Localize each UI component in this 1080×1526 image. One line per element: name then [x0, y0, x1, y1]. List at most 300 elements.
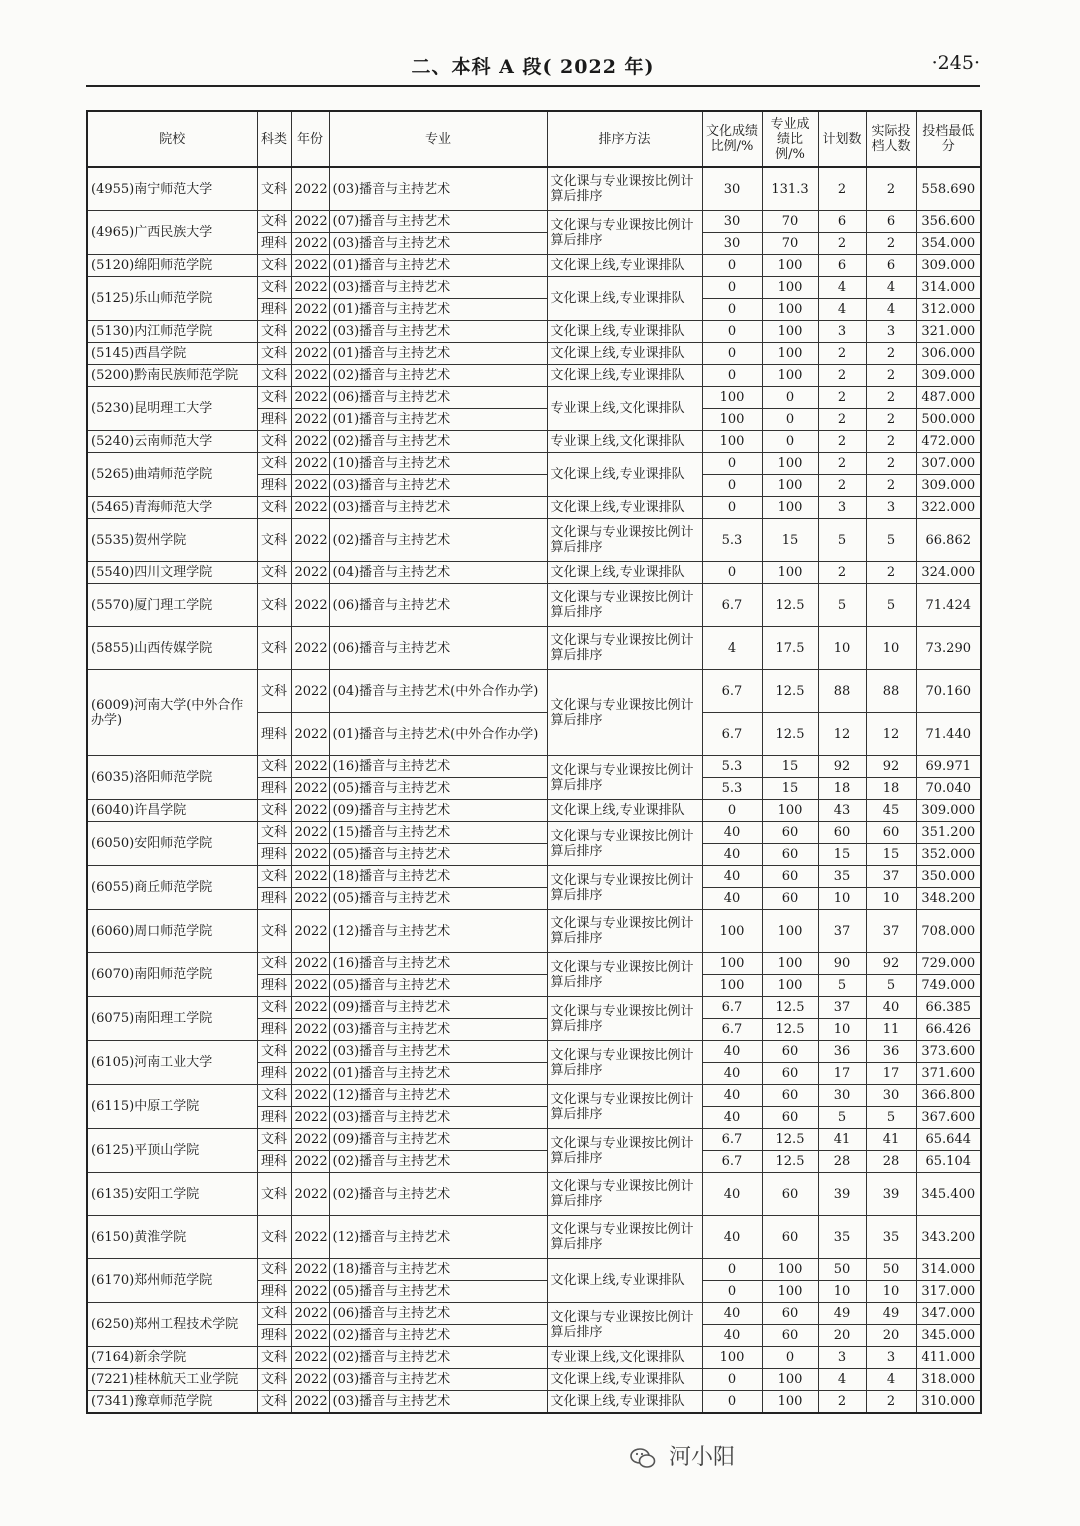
actual-cell: 2 — [866, 365, 916, 387]
actual-cell: 2 — [866, 409, 916, 431]
year-cell: 2022 — [291, 888, 329, 910]
plan-cell: 5 — [818, 1107, 866, 1129]
major-cell: (18)播音与主持艺术 — [329, 866, 547, 888]
year-cell: 2022 — [291, 910, 329, 953]
school-cell: (5535)贺州学院 — [87, 519, 257, 562]
actual-cell: 10 — [866, 627, 916, 670]
major-ratio-cell: 15 — [762, 519, 818, 562]
school-cell: (6125)平顶山学院 — [87, 1129, 257, 1173]
sort-method-cell: 文化课上线,专业课排队 — [547, 343, 702, 365]
major-ratio-cell: 60 — [762, 1325, 818, 1347]
year-cell: 2022 — [291, 343, 329, 365]
major-ratio-cell: 0 — [762, 387, 818, 409]
major-ratio-cell: 100 — [762, 1259, 818, 1281]
plan-cell: 10 — [818, 1281, 866, 1303]
category-cell: 文科 — [257, 822, 291, 844]
year-cell: 2022 — [291, 1151, 329, 1173]
category-cell: 理科 — [257, 409, 291, 431]
header-rule — [86, 85, 980, 87]
plan-cell: 5 — [818, 975, 866, 997]
major-ratio-cell: 60 — [762, 1216, 818, 1259]
major-cell: (12)播音与主持艺术 — [329, 1085, 547, 1107]
culture-ratio-cell: 0 — [702, 1281, 762, 1303]
table-row — [87, 1041, 981, 1063]
plan-cell: 50 — [818, 1259, 866, 1281]
plan-cell: 5 — [818, 584, 866, 627]
category-cell: 文科 — [257, 910, 291, 953]
culture-ratio-cell: 0 — [702, 277, 762, 299]
culture-ratio-cell: 40 — [702, 1325, 762, 1347]
school-cell: (6150)黄淮学院 — [87, 1216, 257, 1259]
category-cell: 理科 — [257, 299, 291, 321]
school-cell: (5265)曲靖师范学院 — [87, 453, 257, 497]
sort-method-cell: 文化课与专业课按比例计算后排序 — [547, 866, 702, 910]
plan-cell: 2 — [818, 562, 866, 584]
school-cell: (4965)广西民族大学 — [87, 211, 257, 255]
category-cell: 文科 — [257, 255, 291, 277]
plan-cell: 10 — [818, 888, 866, 910]
culture-ratio-cell: 40 — [702, 888, 762, 910]
wechat-watermark — [630, 1440, 735, 1471]
actual-cell: 11 — [866, 1019, 916, 1041]
table-row — [87, 866, 981, 888]
actual-cell: 37 — [866, 910, 916, 953]
table-row — [87, 627, 981, 670]
min-score-cell: 312.000 — [916, 299, 981, 321]
table-row — [87, 1347, 981, 1369]
major-cell: (12)播音与主持艺术 — [329, 1216, 547, 1259]
plan-cell: 2 — [818, 475, 866, 497]
culture-ratio-cell: 6.7 — [702, 1129, 762, 1151]
table-row — [87, 756, 981, 778]
sort-method-cell: 文化课与专业课按比例计算后排序 — [547, 1216, 702, 1259]
school-cell: (6055)商丘师范学院 — [87, 866, 257, 910]
actual-cell: 30 — [866, 1085, 916, 1107]
sort-method-cell: 文化课与专业课按比例计算后排序 — [547, 584, 702, 627]
plan-cell: 10 — [818, 1019, 866, 1041]
major-ratio-cell: 0 — [762, 409, 818, 431]
major-cell: (02)播音与主持艺术 — [329, 1151, 547, 1173]
table-row — [87, 1391, 981, 1414]
year-cell: 2022 — [291, 562, 329, 584]
plan-cell: 20 — [818, 1325, 866, 1347]
plan-cell: 28 — [818, 1151, 866, 1173]
min-score-cell: 356.600 — [916, 211, 981, 233]
year-cell: 2022 — [291, 778, 329, 800]
culture-ratio-cell: 100 — [702, 409, 762, 431]
actual-cell: 20 — [866, 1325, 916, 1347]
plan-cell: 2 — [818, 343, 866, 365]
actual-cell: 92 — [866, 756, 916, 778]
min-score-cell: 309.000 — [916, 475, 981, 497]
plan-cell: 2 — [818, 233, 866, 255]
school-cell: (4955)南宁师范大学 — [87, 167, 257, 211]
year-cell: 2022 — [291, 670, 329, 713]
actual-cell: 2 — [866, 233, 916, 255]
major-ratio-cell: 131.3 — [762, 167, 818, 211]
major-ratio-cell: 100 — [762, 277, 818, 299]
year-cell: 2022 — [291, 1303, 329, 1325]
major-ratio-cell: 12.5 — [762, 1129, 818, 1151]
min-score-cell: 66.426 — [916, 1019, 981, 1041]
culture-ratio-cell: 6.7 — [702, 713, 762, 756]
min-score-cell: 366.800 — [916, 1085, 981, 1107]
min-score-cell: 322.000 — [916, 497, 981, 519]
culture-ratio-cell: 4 — [702, 627, 762, 670]
plan-cell: 6 — [818, 255, 866, 277]
category-cell: 文科 — [257, 387, 291, 409]
major-cell: (02)播音与主持艺术 — [329, 1325, 547, 1347]
table-row — [87, 365, 981, 387]
major-cell: (03)播音与主持艺术 — [329, 233, 547, 255]
year-cell: 2022 — [291, 1347, 329, 1369]
actual-cell: 6 — [866, 255, 916, 277]
category-cell: 理科 — [257, 475, 291, 497]
culture-ratio-cell: 6.7 — [702, 1151, 762, 1173]
culture-ratio-cell: 0 — [702, 365, 762, 387]
sort-method-cell: 文化课与专业课按比例计算后排序 — [547, 822, 702, 866]
category-cell: 文科 — [257, 584, 291, 627]
table-row — [87, 519, 981, 562]
year-cell: 2022 — [291, 387, 329, 409]
min-score-cell: 345.000 — [916, 1325, 981, 1347]
page-number: ·245· — [931, 52, 980, 74]
year-cell: 2022 — [291, 519, 329, 562]
major-ratio-cell: 15 — [762, 778, 818, 800]
category-cell: 文科 — [257, 1391, 291, 1414]
category-cell: 文科 — [257, 167, 291, 211]
min-score-cell: 306.000 — [916, 343, 981, 365]
major-cell: (02)播音与主持艺术 — [329, 431, 547, 453]
category-cell: 文科 — [257, 519, 291, 562]
plan-cell: 3 — [818, 321, 866, 343]
major-ratio-cell: 100 — [762, 1281, 818, 1303]
category-cell: 文科 — [257, 1216, 291, 1259]
year-cell: 2022 — [291, 1107, 329, 1129]
min-score-cell: 317.000 — [916, 1281, 981, 1303]
table-row — [87, 255, 981, 277]
table-row — [87, 800, 981, 822]
min-score-cell: 373.600 — [916, 1041, 981, 1063]
category-cell: 理科 — [257, 1019, 291, 1041]
culture-ratio-cell: 5.3 — [702, 519, 762, 562]
min-score-cell: 347.000 — [916, 1303, 981, 1325]
major-cell: (16)播音与主持艺术 — [329, 756, 547, 778]
major-cell: (03)播音与主持艺术 — [329, 277, 547, 299]
min-score-cell: 71.440 — [916, 713, 981, 756]
year-cell: 2022 — [291, 800, 329, 822]
actual-cell: 2 — [866, 343, 916, 365]
plan-cell: 4 — [818, 1369, 866, 1391]
school-cell: (5540)四川文理学院 — [87, 562, 257, 584]
page-header — [86, 50, 980, 80]
sort-method-cell: 专业课上线,文化课排队 — [547, 387, 702, 431]
min-score-cell: 708.000 — [916, 910, 981, 953]
plan-cell: 5 — [818, 519, 866, 562]
culture-ratio-cell: 100 — [702, 910, 762, 953]
header-school: 院校 — [87, 111, 257, 167]
table-row — [87, 167, 981, 211]
table-row — [87, 277, 981, 299]
min-score-cell: 73.290 — [916, 627, 981, 670]
sort-method-cell: 文化课上线,专业课排队 — [547, 562, 702, 584]
wechat-icon — [630, 1447, 656, 1469]
year-cell: 2022 — [291, 844, 329, 866]
category-cell: 文科 — [257, 497, 291, 519]
major-cell: (02)播音与主持艺术 — [329, 365, 547, 387]
min-score-cell: 367.600 — [916, 1107, 981, 1129]
year-cell: 2022 — [291, 866, 329, 888]
major-ratio-cell: 12.5 — [762, 670, 818, 713]
major-ratio-cell: 100 — [762, 1369, 818, 1391]
major-cell: (03)播音与主持艺术 — [329, 321, 547, 343]
major-ratio-cell: 60 — [762, 888, 818, 910]
category-cell: 理科 — [257, 888, 291, 910]
category-cell: 文科 — [257, 211, 291, 233]
major-ratio-cell: 12.5 — [762, 584, 818, 627]
min-score-cell: 352.000 — [916, 844, 981, 866]
school-cell: (5855)山西传媒学院 — [87, 627, 257, 670]
year-cell: 2022 — [291, 627, 329, 670]
sort-method-cell: 文化课与专业课按比例计算后排序 — [547, 756, 702, 800]
major-cell: (05)播音与主持艺术 — [329, 888, 547, 910]
culture-ratio-cell: 40 — [702, 1107, 762, 1129]
major-ratio-cell: 12.5 — [762, 1151, 818, 1173]
major-cell: (06)播音与主持艺术 — [329, 387, 547, 409]
year-cell: 2022 — [291, 211, 329, 233]
table-row — [87, 431, 981, 453]
major-ratio-cell: 0 — [762, 431, 818, 453]
table-row — [87, 497, 981, 519]
category-cell: 文科 — [257, 670, 291, 713]
school-cell: (6135)安阳工学院 — [87, 1173, 257, 1216]
major-ratio-cell: 12.5 — [762, 1019, 818, 1041]
culture-ratio-cell: 100 — [702, 953, 762, 975]
year-cell: 2022 — [291, 1085, 329, 1107]
plan-cell: 43 — [818, 800, 866, 822]
actual-cell: 2 — [866, 167, 916, 211]
actual-cell: 5 — [866, 1107, 916, 1129]
school-cell: (6050)安阳师范学院 — [87, 822, 257, 866]
school-cell: (6070)南阳师范学院 — [87, 953, 257, 997]
table-row — [87, 1216, 981, 1259]
culture-ratio-cell: 30 — [702, 233, 762, 255]
year-cell: 2022 — [291, 756, 329, 778]
actual-cell: 5 — [866, 519, 916, 562]
year-cell: 2022 — [291, 277, 329, 299]
table-row — [87, 1129, 981, 1151]
major-ratio-cell: 60 — [762, 822, 818, 844]
culture-ratio-cell: 0 — [702, 299, 762, 321]
plan-cell: 4 — [818, 277, 866, 299]
year-cell: 2022 — [291, 453, 329, 475]
culture-ratio-cell: 0 — [702, 1391, 762, 1414]
sort-method-cell: 文化课上线,专业课排队 — [547, 321, 702, 343]
major-ratio-cell: 60 — [762, 1303, 818, 1325]
major-cell: (02)播音与主持艺术 — [329, 519, 547, 562]
actual-cell: 35 — [866, 1216, 916, 1259]
school-cell: (7341)豫章师范学院 — [87, 1391, 257, 1414]
major-ratio-cell: 70 — [762, 211, 818, 233]
major-ratio-cell: 100 — [762, 343, 818, 365]
major-ratio-cell: 100 — [762, 475, 818, 497]
header-year: 年份 — [291, 111, 329, 167]
culture-ratio-cell: 40 — [702, 1085, 762, 1107]
culture-ratio-cell: 0 — [702, 800, 762, 822]
culture-ratio-cell: 40 — [702, 1063, 762, 1085]
culture-ratio-cell: 0 — [702, 343, 762, 365]
year-cell: 2022 — [291, 1041, 329, 1063]
min-score-cell: 345.400 — [916, 1173, 981, 1216]
year-cell: 2022 — [291, 299, 329, 321]
major-cell: (07)播音与主持艺术 — [329, 211, 547, 233]
actual-cell: 2 — [866, 562, 916, 584]
plan-cell: 36 — [818, 1041, 866, 1063]
culture-ratio-cell: 0 — [702, 1259, 762, 1281]
major-cell: (10)播音与主持艺术 — [329, 453, 547, 475]
culture-ratio-cell: 100 — [702, 1347, 762, 1369]
culture-ratio-cell: 40 — [702, 822, 762, 844]
major-ratio-cell: 17.5 — [762, 627, 818, 670]
category-cell: 文科 — [257, 343, 291, 365]
year-cell: 2022 — [291, 1216, 329, 1259]
major-cell: (18)播音与主持艺术 — [329, 1259, 547, 1281]
major-ratio-cell: 100 — [762, 562, 818, 584]
sort-method-cell: 文化课上线,专业课排队 — [547, 1391, 702, 1414]
culture-ratio-cell: 6.7 — [702, 670, 762, 713]
plan-cell: 49 — [818, 1303, 866, 1325]
sort-method-cell: 文化课与专业课按比例计算后排序 — [547, 1085, 702, 1129]
culture-ratio-cell: 6.7 — [702, 1019, 762, 1041]
table-row — [87, 453, 981, 475]
actual-cell: 37 — [866, 866, 916, 888]
actual-cell: 39 — [866, 1173, 916, 1216]
major-ratio-cell: 100 — [762, 255, 818, 277]
min-score-cell: 729.000 — [916, 953, 981, 975]
major-cell: (05)播音与主持艺术 — [329, 844, 547, 866]
actual-cell: 2 — [866, 431, 916, 453]
actual-cell: 5 — [866, 975, 916, 997]
table-header-row — [87, 111, 981, 167]
actual-cell: 3 — [866, 497, 916, 519]
sort-method-cell: 文化课上线,专业课排队 — [547, 1369, 702, 1391]
category-cell: 文科 — [257, 453, 291, 475]
major-ratio-cell: 0 — [762, 1347, 818, 1369]
year-cell: 2022 — [291, 1391, 329, 1414]
table-row — [87, 562, 981, 584]
culture-ratio-cell: 40 — [702, 1216, 762, 1259]
plan-cell: 6 — [818, 211, 866, 233]
min-score-cell: 371.600 — [916, 1063, 981, 1085]
plan-cell: 3 — [818, 1347, 866, 1369]
major-cell: (03)播音与主持艺术 — [329, 1041, 547, 1063]
sort-method-cell: 文化课上线,专业课排队 — [547, 453, 702, 497]
plan-cell: 90 — [818, 953, 866, 975]
header-major-ratio: 专业成绩比例/% — [762, 111, 818, 167]
culture-ratio-cell: 40 — [702, 1173, 762, 1216]
actual-cell: 4 — [866, 277, 916, 299]
actual-cell: 28 — [866, 1151, 916, 1173]
actual-cell: 3 — [866, 1347, 916, 1369]
sort-method-cell: 文化课上线,专业课排队 — [547, 365, 702, 387]
min-score-cell: 749.000 — [916, 975, 981, 997]
culture-ratio-cell: 0 — [702, 497, 762, 519]
major-ratio-cell: 60 — [762, 1085, 818, 1107]
culture-ratio-cell: 40 — [702, 1303, 762, 1325]
sort-method-cell: 文化课与专业课按比例计算后排序 — [547, 953, 702, 997]
plan-cell: 17 — [818, 1063, 866, 1085]
major-cell: (01)播音与主持艺术 — [329, 1063, 547, 1085]
major-cell: (06)播音与主持艺术 — [329, 1303, 547, 1325]
actual-cell: 92 — [866, 953, 916, 975]
table-row — [87, 584, 981, 627]
category-cell: 理科 — [257, 1325, 291, 1347]
school-cell: (5200)黔南民族师范学院 — [87, 365, 257, 387]
year-cell: 2022 — [291, 975, 329, 997]
min-score-cell: 343.200 — [916, 1216, 981, 1259]
category-cell: 文科 — [257, 1085, 291, 1107]
sort-method-cell: 文化课与专业课按比例计算后排序 — [547, 1041, 702, 1085]
major-ratio-cell: 60 — [762, 1041, 818, 1063]
plan-cell: 37 — [818, 910, 866, 953]
year-cell: 2022 — [291, 953, 329, 975]
plan-cell: 10 — [818, 627, 866, 670]
major-ratio-cell: 100 — [762, 910, 818, 953]
sort-method-cell: 文化课与专业课按比例计算后排序 — [547, 211, 702, 255]
category-cell: 文科 — [257, 800, 291, 822]
min-score-cell: 324.000 — [916, 562, 981, 584]
min-score-cell: 500.000 — [916, 409, 981, 431]
min-score-cell: 65.104 — [916, 1151, 981, 1173]
major-cell: (15)播音与主持艺术 — [329, 822, 547, 844]
major-cell: (02)播音与主持艺术 — [329, 1347, 547, 1369]
plan-cell: 2 — [818, 387, 866, 409]
year-cell: 2022 — [291, 822, 329, 844]
major-ratio-cell: 60 — [762, 1107, 818, 1129]
plan-cell: 2 — [818, 409, 866, 431]
culture-ratio-cell: 5.3 — [702, 778, 762, 800]
major-cell: (05)播音与主持艺术 — [329, 778, 547, 800]
major-ratio-cell: 60 — [762, 844, 818, 866]
year-cell: 2022 — [291, 1259, 329, 1281]
major-cell: (03)播音与主持艺术 — [329, 497, 547, 519]
table-row — [87, 1085, 981, 1107]
culture-ratio-cell: 0 — [702, 562, 762, 584]
plan-cell: 88 — [818, 670, 866, 713]
major-cell: (09)播音与主持艺术 — [329, 1129, 547, 1151]
min-score-cell: 65.644 — [916, 1129, 981, 1151]
plan-cell: 37 — [818, 997, 866, 1019]
actual-cell: 50 — [866, 1259, 916, 1281]
category-cell: 文科 — [257, 1303, 291, 1325]
table-row — [87, 822, 981, 844]
category-cell: 文科 — [257, 1259, 291, 1281]
actual-cell: 18 — [866, 778, 916, 800]
table-row — [87, 1369, 981, 1391]
school-cell: (5145)西昌学院 — [87, 343, 257, 365]
category-cell: 理科 — [257, 1107, 291, 1129]
school-cell: (7221)桂林航天工业学院 — [87, 1369, 257, 1391]
plan-cell: 2 — [818, 167, 866, 211]
category-cell: 文科 — [257, 1369, 291, 1391]
min-score-cell: 309.000 — [916, 800, 981, 822]
table-row — [87, 670, 981, 713]
actual-cell: 5 — [866, 584, 916, 627]
school-cell: (5120)绵阳师范学院 — [87, 255, 257, 277]
table-row — [87, 1173, 981, 1216]
school-cell: (6075)南阳理工学院 — [87, 997, 257, 1041]
header-category: 科类 — [257, 111, 291, 167]
